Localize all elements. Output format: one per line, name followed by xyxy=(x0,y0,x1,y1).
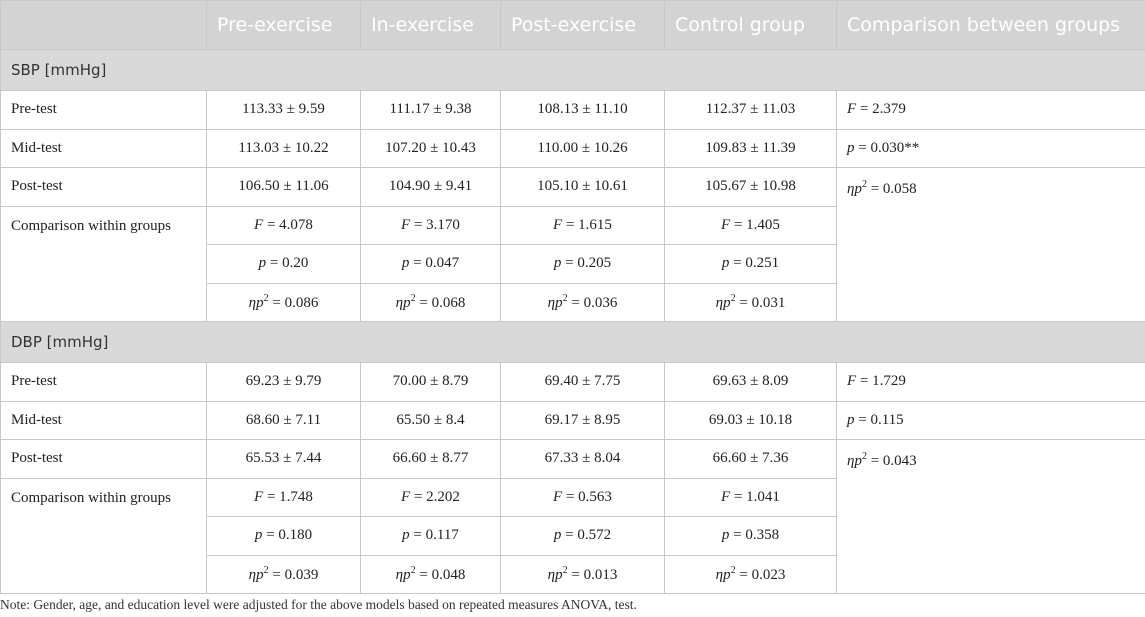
stat-symbol: ηp xyxy=(715,566,731,583)
stat-value: = 1.041 xyxy=(730,488,780,505)
value-cell: 106.50 ± 11.06 xyxy=(207,168,361,207)
stat-superscript: 2 xyxy=(562,564,568,576)
value-cell: 105.67 ± 10.98 xyxy=(665,168,837,207)
value-cell: 113.33 ± 9.59 xyxy=(207,91,361,130)
value-cell: 69.23 ± 9.79 xyxy=(207,363,361,402)
section-title: SBP [mmHg] xyxy=(1,50,1145,91)
within-groups-stat xyxy=(207,283,361,322)
table-row xyxy=(1,363,1145,402)
value-cell: 111.17 ± 9.38 xyxy=(361,91,501,130)
stat-value: = 0.048 xyxy=(415,566,466,583)
stat-value: = 0.023 xyxy=(735,566,786,583)
within-groups-stat xyxy=(501,283,665,322)
stat-symbol: F xyxy=(553,488,563,505)
stat-symbol: p xyxy=(847,139,855,156)
stat-symbol: F xyxy=(254,216,264,233)
stat-value: = 0.043 xyxy=(866,453,917,469)
within-groups-stat xyxy=(501,206,665,245)
stat-value: = 0.013 xyxy=(567,566,618,583)
header-cell-empty xyxy=(1,1,207,50)
stat-symbol: F xyxy=(721,488,731,505)
table-row xyxy=(1,129,1145,168)
stat-symbol: ηp xyxy=(547,294,563,311)
stat-superscript: 2 xyxy=(263,564,269,576)
stat-value: = 0.031 xyxy=(735,294,786,311)
stat-value: = 0.117 xyxy=(409,527,459,544)
stat-superscript: 2 xyxy=(730,564,736,576)
stat-symbol: p xyxy=(553,255,562,272)
within-groups-stat xyxy=(207,206,361,245)
stat-symbol: ηp xyxy=(847,181,862,197)
within-groups-stat xyxy=(361,206,501,245)
within-groups-stat xyxy=(501,478,665,517)
within-groups-label: Comparison within groups xyxy=(1,206,207,322)
stat-value: = 0.058 xyxy=(866,181,917,197)
between-groups-stat xyxy=(837,363,1145,402)
section-title: DBP [mmHg] xyxy=(1,322,1145,363)
value-cell: 107.20 ± 10.43 xyxy=(361,129,501,168)
stat-symbol: F xyxy=(553,216,563,233)
stat-symbol: ηp xyxy=(547,566,563,583)
within-groups-stat xyxy=(665,517,837,556)
stat-symbol: p xyxy=(721,527,730,544)
value-cell: 69.63 ± 8.09 xyxy=(665,363,837,402)
table-row xyxy=(1,401,1145,440)
within-groups-stat xyxy=(207,478,361,517)
section-row xyxy=(1,50,1145,91)
header-in-exercise: In-exercise xyxy=(361,1,501,50)
row-label: Mid-test xyxy=(1,401,207,440)
header-row xyxy=(1,1,1145,50)
stat-superscript: 2 xyxy=(410,292,416,304)
stat-symbol: ηp xyxy=(248,294,264,311)
stat-value: = 1.729 xyxy=(856,373,906,390)
between-groups-stat xyxy=(837,168,1145,322)
stat-symbol: p xyxy=(721,255,730,272)
value-cell: 108.13 ± 11.10 xyxy=(501,91,665,130)
stat-value: = 0.205 xyxy=(561,255,612,272)
stat-value: = 0.358 xyxy=(729,527,780,544)
header-pre-exercise: Pre-exercise xyxy=(207,1,361,50)
within-groups-label: Comparison within groups xyxy=(1,478,207,594)
within-groups-stat xyxy=(665,245,837,284)
row-label: Pre-test xyxy=(1,363,207,402)
stat-symbol: ηp xyxy=(395,566,411,583)
within-groups-stat xyxy=(665,206,837,245)
header-post-exercise: Post-exercise xyxy=(501,1,665,50)
stat-symbol: ηp xyxy=(395,294,411,311)
stat-symbol: ηp xyxy=(248,566,264,583)
table-row xyxy=(1,168,1145,207)
value-cell: 104.90 ± 9.41 xyxy=(361,168,501,207)
within-groups-stat xyxy=(665,555,837,594)
within-groups-stat xyxy=(361,245,501,284)
value-cell: 67.33 ± 8.04 xyxy=(501,440,665,479)
value-cell: 70.00 ± 8.79 xyxy=(361,363,501,402)
row-label: Post-test xyxy=(1,440,207,479)
value-cell: 68.60 ± 7.11 xyxy=(207,401,361,440)
stat-value: = 0.251 xyxy=(729,255,780,272)
header-control-group: Control group xyxy=(665,1,837,50)
stat-symbol: p xyxy=(258,255,267,272)
stat-value: = 1.748 xyxy=(263,488,313,505)
stat-symbol: p xyxy=(254,527,263,544)
row-label: Pre-test xyxy=(1,91,207,130)
stat-symbol: p xyxy=(401,255,410,272)
table-row xyxy=(1,440,1145,479)
stat-superscript: 2 xyxy=(263,292,269,304)
within-groups-stat xyxy=(501,555,665,594)
stat-value: = 0.572 xyxy=(561,527,612,544)
within-groups-stat xyxy=(501,245,665,284)
within-groups-stat xyxy=(207,517,361,556)
between-groups-stat xyxy=(837,91,1145,130)
stat-superscript: 2 xyxy=(861,179,867,190)
stat-value: = 3.170 xyxy=(410,216,460,233)
stat-value: = 0.20 xyxy=(266,255,309,272)
within-groups-stat xyxy=(207,245,361,284)
value-cell: 69.03 ± 10.18 xyxy=(665,401,837,440)
stat-symbol: p xyxy=(553,527,562,544)
stat-value: = 0.039 xyxy=(268,566,319,583)
within-groups-stat xyxy=(361,478,501,517)
stat-value: = 0.086 xyxy=(268,294,319,311)
value-cell: 112.37 ± 11.03 xyxy=(665,91,837,130)
row-label: Post-test xyxy=(1,168,207,207)
stat-value: = 0.563 xyxy=(562,488,612,505)
value-cell: 69.40 ± 7.75 xyxy=(501,363,665,402)
stat-superscript: 2 xyxy=(410,564,416,576)
stat-symbol: F xyxy=(401,488,411,505)
within-groups-stat xyxy=(361,555,501,594)
within-groups-stat xyxy=(361,517,501,556)
stat-symbol: p xyxy=(402,527,410,544)
value-cell: 65.53 ± 7.44 xyxy=(207,440,361,479)
stat-value: = 0.068 xyxy=(415,294,466,311)
header-comparison-between-groups: Comparison between groups xyxy=(837,1,1145,50)
value-cell: 110.00 ± 10.26 xyxy=(501,129,665,168)
table-row xyxy=(1,91,1145,130)
value-cell: 65.50 ± 8.4 xyxy=(361,401,501,440)
stat-symbol: F xyxy=(847,373,857,390)
stat-value: = 0.047 xyxy=(409,255,460,272)
stat-value: = 1.405 xyxy=(730,216,780,233)
stat-value: = 0.180 xyxy=(262,527,313,544)
stat-superscript: 2 xyxy=(730,292,736,304)
stat-symbol: F xyxy=(847,101,857,118)
stat-symbol: ηp xyxy=(715,294,731,311)
stat-superscript: 2 xyxy=(861,451,867,462)
stat-value: = 0.030** xyxy=(854,139,920,156)
stat-symbol: p xyxy=(847,411,855,428)
between-groups-stat xyxy=(837,401,1145,440)
within-groups-stat xyxy=(361,283,501,322)
stat-superscript: 2 xyxy=(562,292,568,304)
table-body xyxy=(1,50,1145,594)
row-label: Mid-test xyxy=(1,129,207,168)
between-groups-stat xyxy=(837,440,1145,594)
stat-symbol: F xyxy=(721,216,731,233)
stat-value: = 0.115 xyxy=(854,411,904,428)
stat-value: = 0.036 xyxy=(567,294,618,311)
between-groups-stat xyxy=(837,129,1145,168)
value-cell: 105.10 ± 10.61 xyxy=(501,168,665,207)
stat-value: = 2.379 xyxy=(856,101,906,118)
stat-symbol: F xyxy=(254,488,264,505)
value-cell: 109.83 ± 11.39 xyxy=(665,129,837,168)
within-groups-stat xyxy=(207,555,361,594)
section-row xyxy=(1,322,1145,363)
table-note: Note: Gender, age, and education level were adjusted for the above models based on repeated measures ANOVA, test. xyxy=(0,597,637,612)
value-cell: 113.03 ± 10.22 xyxy=(207,129,361,168)
value-cell: 69.17 ± 8.95 xyxy=(501,401,665,440)
stat-value: = 2.202 xyxy=(410,488,460,505)
stat-symbol: ηp xyxy=(847,453,862,469)
stat-value: = 4.078 xyxy=(263,216,313,233)
value-cell: 66.60 ± 8.77 xyxy=(361,440,501,479)
stat-value: = 1.615 xyxy=(562,216,612,233)
value-cell: 66.60 ± 7.36 xyxy=(665,440,837,479)
stat-symbol: F xyxy=(401,216,411,233)
within-groups-stat xyxy=(665,478,837,517)
within-groups-stat xyxy=(665,283,837,322)
within-groups-stat xyxy=(501,517,665,556)
